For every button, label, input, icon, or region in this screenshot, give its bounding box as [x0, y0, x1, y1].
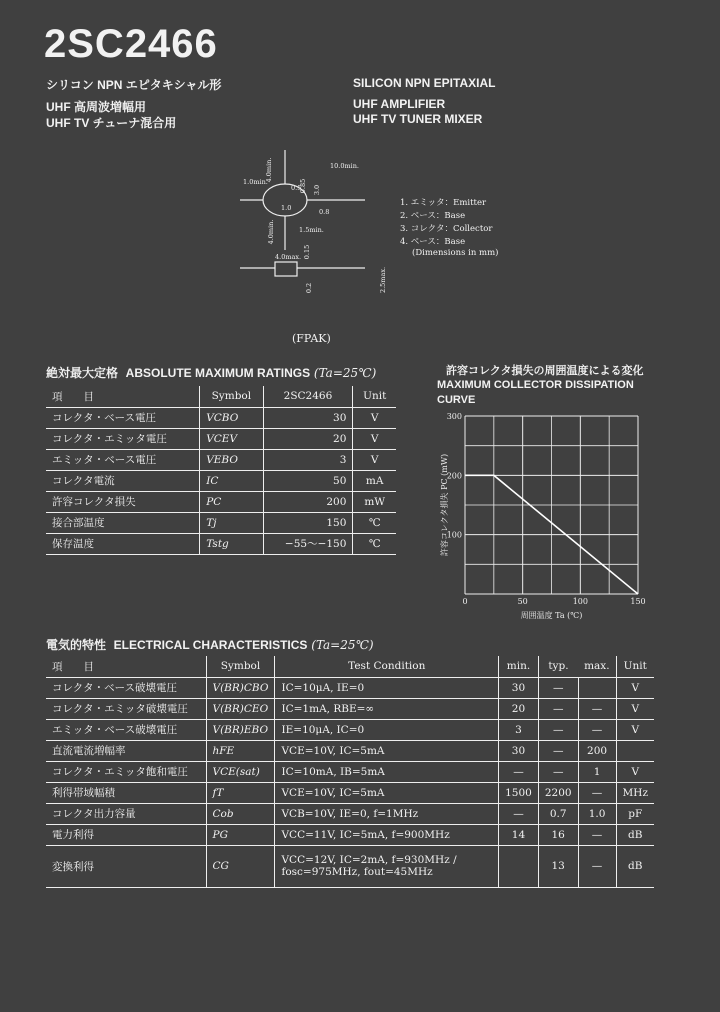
cell: Tstg	[200, 533, 263, 554]
table-row	[46, 449, 396, 470]
cell: 30	[499, 740, 539, 761]
cell: 200	[578, 740, 616, 761]
cell: —	[499, 803, 539, 824]
cell: 2200	[538, 782, 578, 803]
cell: エミッタ・ベース破壊電圧	[46, 719, 206, 740]
cell: 16	[538, 824, 578, 845]
cell: —	[538, 698, 578, 719]
cell: —	[578, 845, 616, 887]
cell: min.	[499, 656, 539, 677]
table-row	[46, 512, 396, 533]
cell: typ.	[538, 656, 578, 677]
table-row	[46, 719, 654, 740]
cell	[578, 677, 616, 698]
cell: VCC=12V, IC=2mA, f=930MHz / fosc=975MHz, fout=45MHz	[275, 845, 499, 887]
elec-condition: (Ta=25℃)	[311, 638, 374, 652]
cell: PC	[200, 491, 263, 512]
cell: Symbol	[206, 656, 275, 677]
elec-title-jp: 電気的特性	[46, 638, 107, 652]
cell: —	[578, 698, 616, 719]
jp-heading-3: UHF TV チューナ混合用	[46, 116, 177, 130]
dim-label: 4.0min.	[267, 219, 275, 245]
dim-label: 0.15	[303, 244, 311, 260]
cell: V(BR)EBO	[206, 719, 275, 740]
elec-heading	[46, 636, 374, 653]
cell: 20	[499, 698, 539, 719]
cell: 1	[578, 761, 616, 782]
y-tick-label: 200	[446, 471, 462, 481]
package-label: (FPAK)	[292, 332, 331, 345]
table-row	[46, 761, 654, 782]
cell: 許容コレクタ損失	[46, 491, 200, 512]
x-tick-label: 150	[630, 597, 646, 606]
table-header	[46, 656, 654, 677]
cell: 3	[263, 449, 353, 470]
cell: −55～−150	[263, 533, 353, 554]
cell: コレクタ・ベース電圧	[46, 407, 200, 428]
en-heading-1: SILICON NPN EPITAXIAL	[353, 76, 496, 90]
pin-1: 1. エミッタ：Emitter	[400, 198, 487, 208]
cell: CG	[206, 845, 275, 887]
cell: V	[353, 449, 396, 470]
cell: コレクタ出力容量	[46, 803, 206, 824]
cell	[499, 845, 539, 887]
cell: IC=10μA, IE=0	[275, 677, 499, 698]
cell: 150	[263, 512, 353, 533]
cell: V	[616, 761, 654, 782]
cell: max.	[578, 656, 616, 677]
dim-label: 1.5min.	[299, 226, 324, 234]
cell: Unit	[616, 656, 654, 677]
dimensions-note: (Dimensions in mm)	[412, 248, 499, 258]
cell: 3	[499, 719, 539, 740]
cell: —	[578, 782, 616, 803]
cell: PG	[206, 824, 275, 845]
cell: V	[616, 698, 654, 719]
cell: 200	[263, 491, 353, 512]
cell: Test Condition	[275, 656, 499, 677]
cell: hFE	[206, 740, 275, 761]
x-tick-label: 0	[462, 597, 468, 606]
abs-max-title-jp: 絶対最大定格	[46, 366, 119, 380]
table-row	[46, 470, 396, 491]
cell: 接合部温度	[46, 512, 200, 533]
cell: Tj	[200, 512, 263, 533]
dim-label: 3.0	[313, 184, 321, 196]
cell: Cob	[206, 803, 275, 824]
cell: V	[616, 677, 654, 698]
cell: 項 目	[46, 386, 200, 407]
table-row	[46, 740, 654, 761]
table-row	[46, 803, 654, 824]
dim-label: 0.5	[291, 184, 302, 192]
cell: VCC=11V, IC=5mA, f=900MHz	[275, 824, 499, 845]
cell: コレクタ電流	[46, 470, 200, 491]
table-row	[46, 491, 396, 512]
jp-heading-2: UHF 高周波増幅用	[46, 100, 146, 114]
cell: 直流電流増幅率	[46, 740, 206, 761]
cell: VCEV	[200, 428, 263, 449]
cell: コレクタ・エミッタ破壊電圧	[46, 698, 206, 719]
cell: 1500	[499, 782, 539, 803]
cell: 14	[499, 824, 539, 845]
table-row	[46, 677, 654, 698]
elec-title-en: ELECTRICAL CHARACTERISTICS	[113, 638, 308, 652]
abs-max-heading	[46, 364, 376, 381]
cell: コレクタ・エミッタ飽和電圧	[46, 761, 206, 782]
dim-label: 0.8	[319, 208, 330, 216]
cell: mA	[353, 470, 396, 491]
cell: VCB=10V, IE=0, f=1MHz	[275, 803, 499, 824]
chart-title-jp: 許容コレクタ損失の周囲温度による変化	[446, 365, 644, 377]
cell: pF	[616, 803, 654, 824]
cell: VCBO	[200, 407, 263, 428]
cell: dB	[616, 824, 654, 845]
cell: —	[538, 677, 578, 698]
chart-title: MAXIMUM COLLECTOR DISSIPATION CURVE	[437, 379, 634, 406]
dim-label: 10.0min.	[330, 162, 359, 170]
cell: エミッタ・ベース電圧	[46, 449, 200, 470]
cell: mW	[353, 491, 396, 512]
cell: V	[616, 719, 654, 740]
x-tick-label: 100	[572, 597, 588, 606]
pin-2: 2. ベース：Base	[400, 211, 466, 221]
cell: コレクタ・ベース破壊電圧	[46, 677, 206, 698]
y-tick-label: 100	[446, 530, 462, 540]
cell: VCE=10V, IC=5mA	[275, 740, 499, 761]
dim-label: 0.2	[305, 282, 313, 294]
pin-3: 3. コレクタ：Collector	[400, 224, 493, 234]
en-heading-3: UHF TV TUNER MIXER	[353, 112, 483, 126]
package-drawing	[235, 140, 395, 300]
cell: VCE(sat)	[206, 761, 275, 782]
cell: IC=10mA, IB=5mA	[275, 761, 499, 782]
cell: Unit	[353, 386, 396, 407]
cell: 30	[263, 407, 353, 428]
abs-max-title-en: ABSOLUTE MAXIMUM RATINGS	[125, 366, 311, 380]
cell: ℃	[353, 533, 396, 554]
cell: コレクタ・エミッタ電圧	[46, 428, 200, 449]
cell: —	[538, 740, 578, 761]
cell: 利得帯域幅積	[46, 782, 206, 803]
en-heading-2: UHF AMPLIFIER	[353, 97, 446, 111]
cell: IE=10μA, IC=0	[275, 719, 499, 740]
dim-label: 4.0min.	[265, 157, 273, 183]
cell: 2SC2466	[263, 386, 353, 407]
cell: 13	[538, 845, 578, 887]
table-header	[46, 386, 396, 407]
dim-label: 1.0	[281, 204, 292, 212]
cell: IC	[200, 470, 263, 491]
cell: 50	[263, 470, 353, 491]
cell: —	[538, 761, 578, 782]
table-row	[46, 428, 396, 449]
elec-table	[46, 656, 654, 888]
table-row	[46, 698, 654, 719]
cell: Symbol	[200, 386, 263, 407]
cell: 30	[499, 677, 539, 698]
dim-label: 1.0min.	[243, 178, 268, 186]
dim-label: 4.0max.	[275, 253, 302, 261]
cell: —	[499, 761, 539, 782]
cell: V	[353, 407, 396, 428]
cell: VEBO	[200, 449, 263, 470]
cell: 項 目	[46, 656, 206, 677]
cell: dB	[616, 845, 654, 887]
cell: V(BR)CEO	[206, 698, 275, 719]
cell: V(BR)CBO	[206, 677, 275, 698]
table-row	[46, 782, 654, 803]
cell: —	[578, 824, 616, 845]
cell: 0.7	[538, 803, 578, 824]
cell	[616, 740, 654, 761]
cell: 変換利得	[46, 845, 206, 887]
cell: 保存温度	[46, 533, 200, 554]
cell: 1.0	[578, 803, 616, 824]
jp-heading-1: シリコン NPN エピタキシャル形	[46, 78, 222, 92]
cell: VCE=10V, IC=5mA	[275, 782, 499, 803]
cell: MHz	[616, 782, 654, 803]
table-row	[46, 533, 396, 554]
table-row	[46, 824, 654, 845]
cell: fT	[206, 782, 275, 803]
y-axis-label: 許容コレクタ損失 PC (mW)	[440, 453, 449, 557]
dim-label: 2.5max.	[379, 266, 387, 294]
x-tick-label: 50	[517, 597, 528, 606]
table-row	[46, 845, 654, 887]
part-number-title: 2SC2466	[44, 22, 218, 66]
pin-4: 4. ベース：Base	[400, 237, 466, 247]
y-tick-label: 300	[446, 412, 462, 421]
dim-label: 0.85	[299, 178, 307, 194]
cell: IC=1mA, RBE=∞	[275, 698, 499, 719]
cell: —	[538, 719, 578, 740]
table-row	[46, 407, 396, 428]
abs-max-condition: (Ta=25℃)	[313, 366, 377, 380]
cell: 20	[263, 428, 353, 449]
abs-max-table	[46, 386, 396, 555]
cell: 電力利得	[46, 824, 206, 845]
cell: ℃	[353, 512, 396, 533]
cell: V	[353, 428, 396, 449]
x-axis-label: 周囲温度 Ta (℃)	[520, 611, 583, 620]
dissipation-chart	[430, 405, 660, 625]
cell: —	[578, 719, 616, 740]
